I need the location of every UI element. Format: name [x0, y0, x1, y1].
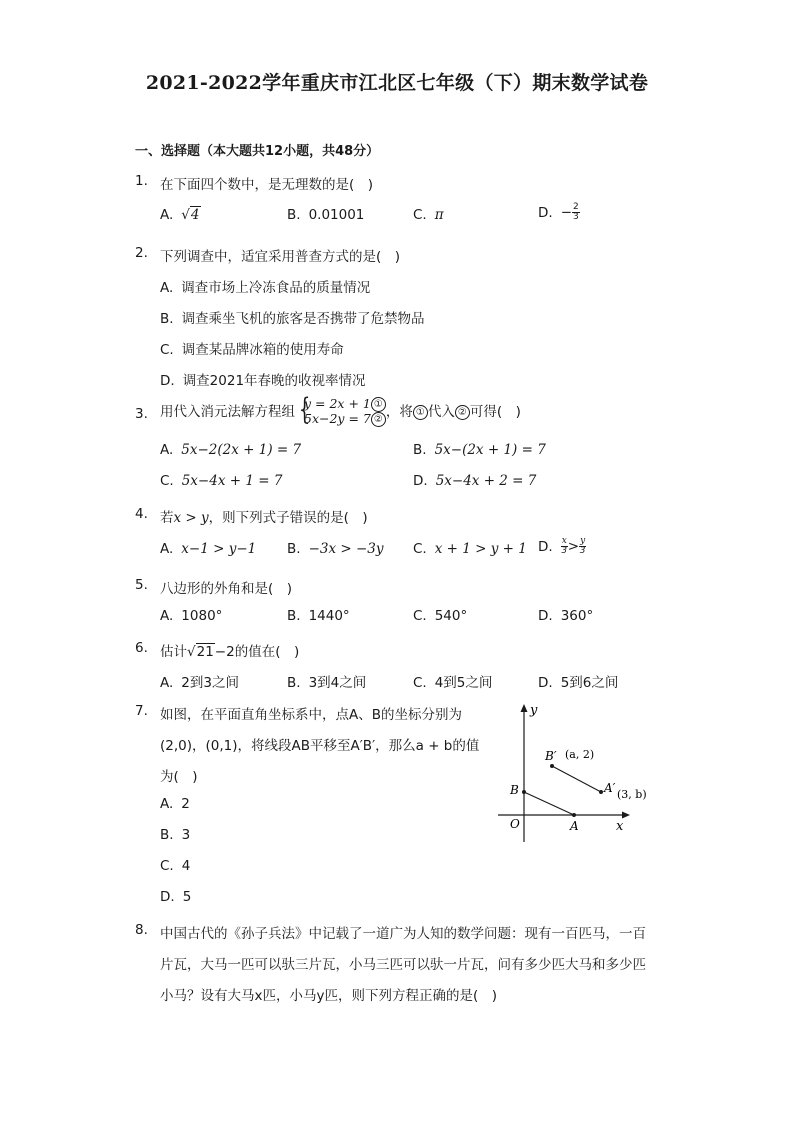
option-label: A. — [160, 280, 174, 296]
question-text: 下列调查中，适宜采用普查方式的是( ) — [160, 249, 401, 265]
option-c — [413, 541, 527, 557]
option-c — [160, 338, 344, 358]
option-c — [160, 473, 282, 489]
section-heading: 一、选择题（本大题共12小题，共48分） — [135, 144, 380, 159]
question-prefix: 估计 — [160, 644, 187, 660]
point-a — [572, 813, 576, 817]
question-text: 八边形的外角和是( ) — [160, 581, 293, 597]
option-text: 3到4之间 — [308, 675, 367, 691]
question-suffix: −2的值在( ) — [214, 644, 300, 660]
option-a — [160, 796, 190, 812]
segment-a-prime-b-prime — [552, 766, 601, 792]
option-label: B. — [287, 675, 301, 691]
option-label: A. — [160, 608, 174, 624]
coordinate-figure — [490, 700, 670, 850]
option-a — [160, 276, 370, 296]
origin-label: O — [510, 817, 520, 831]
circled-1: ① — [371, 397, 386, 412]
option-a — [160, 671, 239, 691]
option-a — [160, 608, 222, 624]
option-label: D. — [538, 608, 553, 624]
option-text: 1080° — [181, 608, 223, 624]
option-d — [538, 608, 593, 624]
option-label: C. — [413, 608, 427, 624]
option-text: 3 — [181, 827, 191, 843]
option-text: 4到5之间 — [434, 675, 493, 691]
question-prefix: 用代入消元法解方程组 — [160, 404, 295, 420]
point-a-prime-label: A′ — [604, 781, 616, 795]
option-label: B. — [160, 827, 174, 843]
option-text: 调查乘坐飞机的旅客是否携带了危禁物品 — [181, 311, 425, 327]
option-label: D. — [160, 889, 175, 905]
option-text: 调查2021年春晚的收视率情况 — [182, 373, 366, 389]
option-b — [287, 671, 366, 691]
fraction-numerator: y — [580, 536, 586, 546]
x-arrow-icon — [622, 812, 630, 819]
option-text: 5到6之间 — [560, 675, 619, 691]
option-text: 调查市场上冷冻食品的质量情况 — [181, 280, 371, 296]
greater-than: > — [567, 538, 580, 555]
question-text — [160, 392, 521, 427]
point-a-label: A — [570, 819, 579, 833]
equation-1: y = 2x + 1 — [304, 396, 371, 411]
x-axis-label: x — [616, 819, 624, 834]
option-label: A. — [160, 207, 174, 223]
option-d — [538, 203, 580, 222]
option-text: 540° — [434, 608, 468, 624]
option-text: 0.01001 — [308, 207, 365, 223]
option-d — [413, 473, 536, 489]
option-b — [160, 827, 190, 843]
fraction-denominator: 3 — [561, 546, 568, 556]
option-text: 2 — [181, 796, 190, 812]
option-text: 5x−2(2x + 1) = 7 — [181, 442, 302, 458]
option-b — [287, 207, 364, 223]
question-text: 估计√21−2的值在( ) — [160, 644, 300, 660]
option-text: 1440° — [308, 608, 350, 624]
equation-system — [295, 392, 386, 427]
option-text: 5x−4x + 2 = 7 — [435, 473, 537, 489]
condition: x > y — [173, 510, 209, 526]
point-b-prime-label: B′ — [545, 749, 557, 763]
option-b — [413, 442, 546, 458]
option-text: 调查某品牌冰箱的使用寿命 — [181, 342, 344, 358]
question-number: 3. — [135, 406, 148, 422]
option-label: B. — [287, 207, 301, 223]
question-line: 片瓦，大马一匹可以驮三片瓦，小马三匹可以驮一片瓦，问有多少匹大马和多少匹 — [160, 957, 646, 973]
option-label: D. — [538, 204, 553, 221]
question-line: 小马？设有大马x匹，小马y匹，则下列方程正确的是( ) — [160, 988, 498, 1004]
option-label: B. — [413, 442, 427, 458]
option-label: D. — [538, 538, 553, 555]
brace-icon: { — [298, 392, 311, 427]
point-b — [522, 790, 526, 794]
question-suffix: ，则下列式子错误的是( ) — [208, 510, 368, 526]
question-line: 中国古代的《孙子兵法》中记载了一道广为人知的数学问题：现有一百匹马，一百 — [160, 926, 646, 942]
question-line: (2,0)，(0,1)，将线段AB平移至A′B′，那么a + b的值 — [160, 738, 480, 754]
option-label: C. — [413, 541, 427, 557]
question-number: 7. — [135, 703, 148, 719]
option-a — [160, 541, 256, 557]
question-number: 6. — [135, 640, 148, 656]
question-mid: ，将 — [385, 404, 413, 420]
option-a — [160, 442, 301, 458]
question-line: 为( ) — [160, 769, 198, 785]
radicand: 21 — [196, 644, 214, 660]
option-label: B. — [287, 608, 301, 624]
option-label: C. — [160, 858, 174, 874]
fraction-denominator: 3 — [579, 546, 586, 556]
minus-sign: − — [560, 204, 572, 221]
option-c — [413, 608, 467, 624]
option-label: D. — [160, 373, 175, 389]
option-label: A. — [160, 442, 174, 458]
question-text — [160, 506, 368, 526]
point-b-label: B — [510, 783, 519, 797]
segment-ab — [524, 792, 574, 815]
page-title: 2021-2022学年重庆市江北区七年级（下）期末数学试卷 — [145, 72, 649, 94]
circled-2: ② — [371, 412, 386, 427]
option-c — [413, 671, 492, 691]
option-label: B. — [287, 541, 301, 557]
option-c — [160, 858, 190, 874]
fraction-numerator: x — [561, 536, 567, 546]
option-label: C. — [413, 675, 427, 691]
option-text: 5 — [182, 889, 192, 905]
option-label: A. — [160, 796, 174, 812]
option-text: 5x−4x + 1 = 7 — [181, 473, 283, 489]
question-prefix: 若 — [160, 510, 174, 526]
option-a: A. √4 — [160, 207, 200, 223]
circled-2: ② — [455, 405, 470, 420]
option-label: B. — [160, 311, 174, 327]
option-text: 2到3之间 — [181, 675, 239, 691]
option-label: D. — [538, 675, 553, 691]
question-number: 8. — [135, 922, 148, 938]
option-text: 5x−(2x + 1) = 7 — [434, 442, 546, 458]
option-label: A. — [160, 675, 174, 691]
y-axis-label: y — [530, 703, 538, 718]
point-a-prime — [599, 790, 603, 794]
question-number: 1. — [135, 173, 148, 189]
question-number: 5. — [135, 577, 148, 593]
option-b — [287, 608, 350, 624]
option-c — [413, 207, 444, 223]
option-label: C. — [160, 342, 174, 358]
option-text: 4 — [181, 858, 191, 874]
question-mid: 代入 — [427, 404, 455, 420]
equation-2: 5x−2y = 7 — [304, 411, 371, 426]
option-label: C. — [160, 473, 174, 489]
option-d — [538, 671, 618, 691]
question-number: 2. — [135, 245, 148, 261]
option-text: x + 1 > y + 1 — [434, 541, 527, 557]
option-text: π — [434, 207, 444, 223]
option-text: 360° — [560, 608, 594, 624]
option-d — [160, 889, 191, 905]
question-suffix: 可得( ) — [469, 404, 521, 420]
point-b-prime — [550, 764, 554, 768]
option-text: x−1 > y−1 — [181, 541, 257, 557]
question-line: 如图，在平面直角坐标系中，点A、B的坐标分别为 — [160, 707, 462, 723]
radicand: 4 — [190, 207, 200, 223]
question-number: 4. — [135, 506, 148, 522]
question-text: 在下面四个数中，是无理数的是( ) — [160, 177, 374, 193]
option-b — [287, 541, 384, 557]
option-label: D. — [413, 473, 428, 489]
option-text: −3x > −3y — [308, 541, 384, 557]
option-d — [160, 369, 366, 389]
point-b-prime-coord: (a, 2) — [565, 748, 595, 761]
fraction-denominator: 3 — [573, 212, 579, 222]
option-b — [160, 307, 425, 327]
circled-1: ① — [413, 405, 428, 420]
option-label: A. — [160, 541, 174, 557]
option-d — [538, 537, 586, 556]
y-arrow-icon — [521, 704, 528, 712]
point-a-prime-coord: (3, b) — [617, 788, 647, 801]
fraction-numerator: 2 — [573, 202, 579, 212]
option-label: C. — [413, 207, 427, 223]
